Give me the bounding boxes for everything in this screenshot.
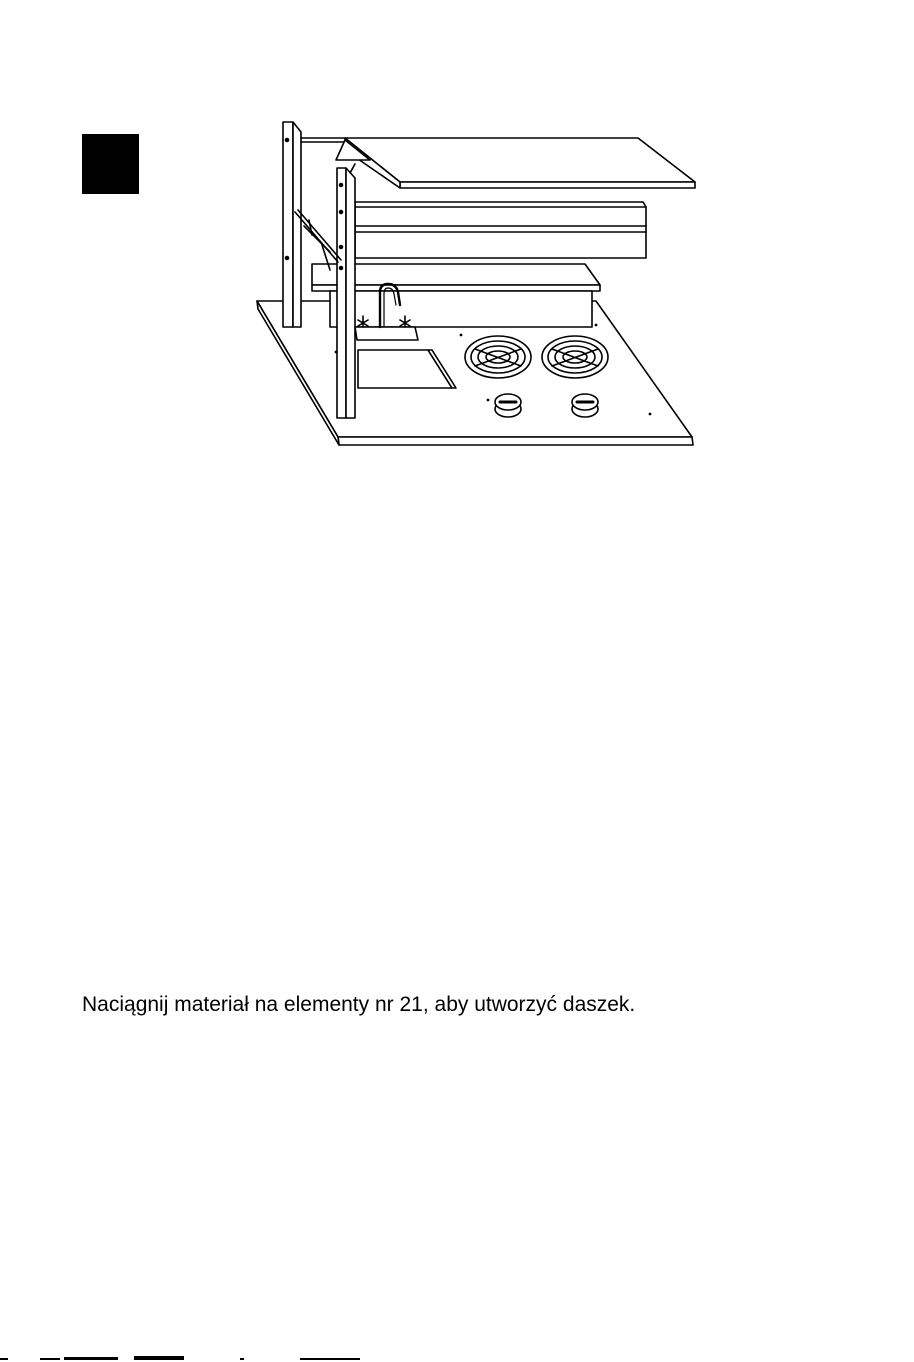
left-back-panel [283, 122, 301, 327]
instruction-text: Naciągnij materiał na elementy nr 21, aby utworzyć daszek. [82, 993, 636, 1016]
front-side-panel [337, 168, 355, 418]
scan-edge-artifact [0, 1356, 914, 1362]
rod-bar [295, 210, 341, 270]
assembly-illustration [0, 0, 914, 480]
canopy-roof [301, 138, 695, 188]
upper-cabinet [355, 202, 646, 258]
